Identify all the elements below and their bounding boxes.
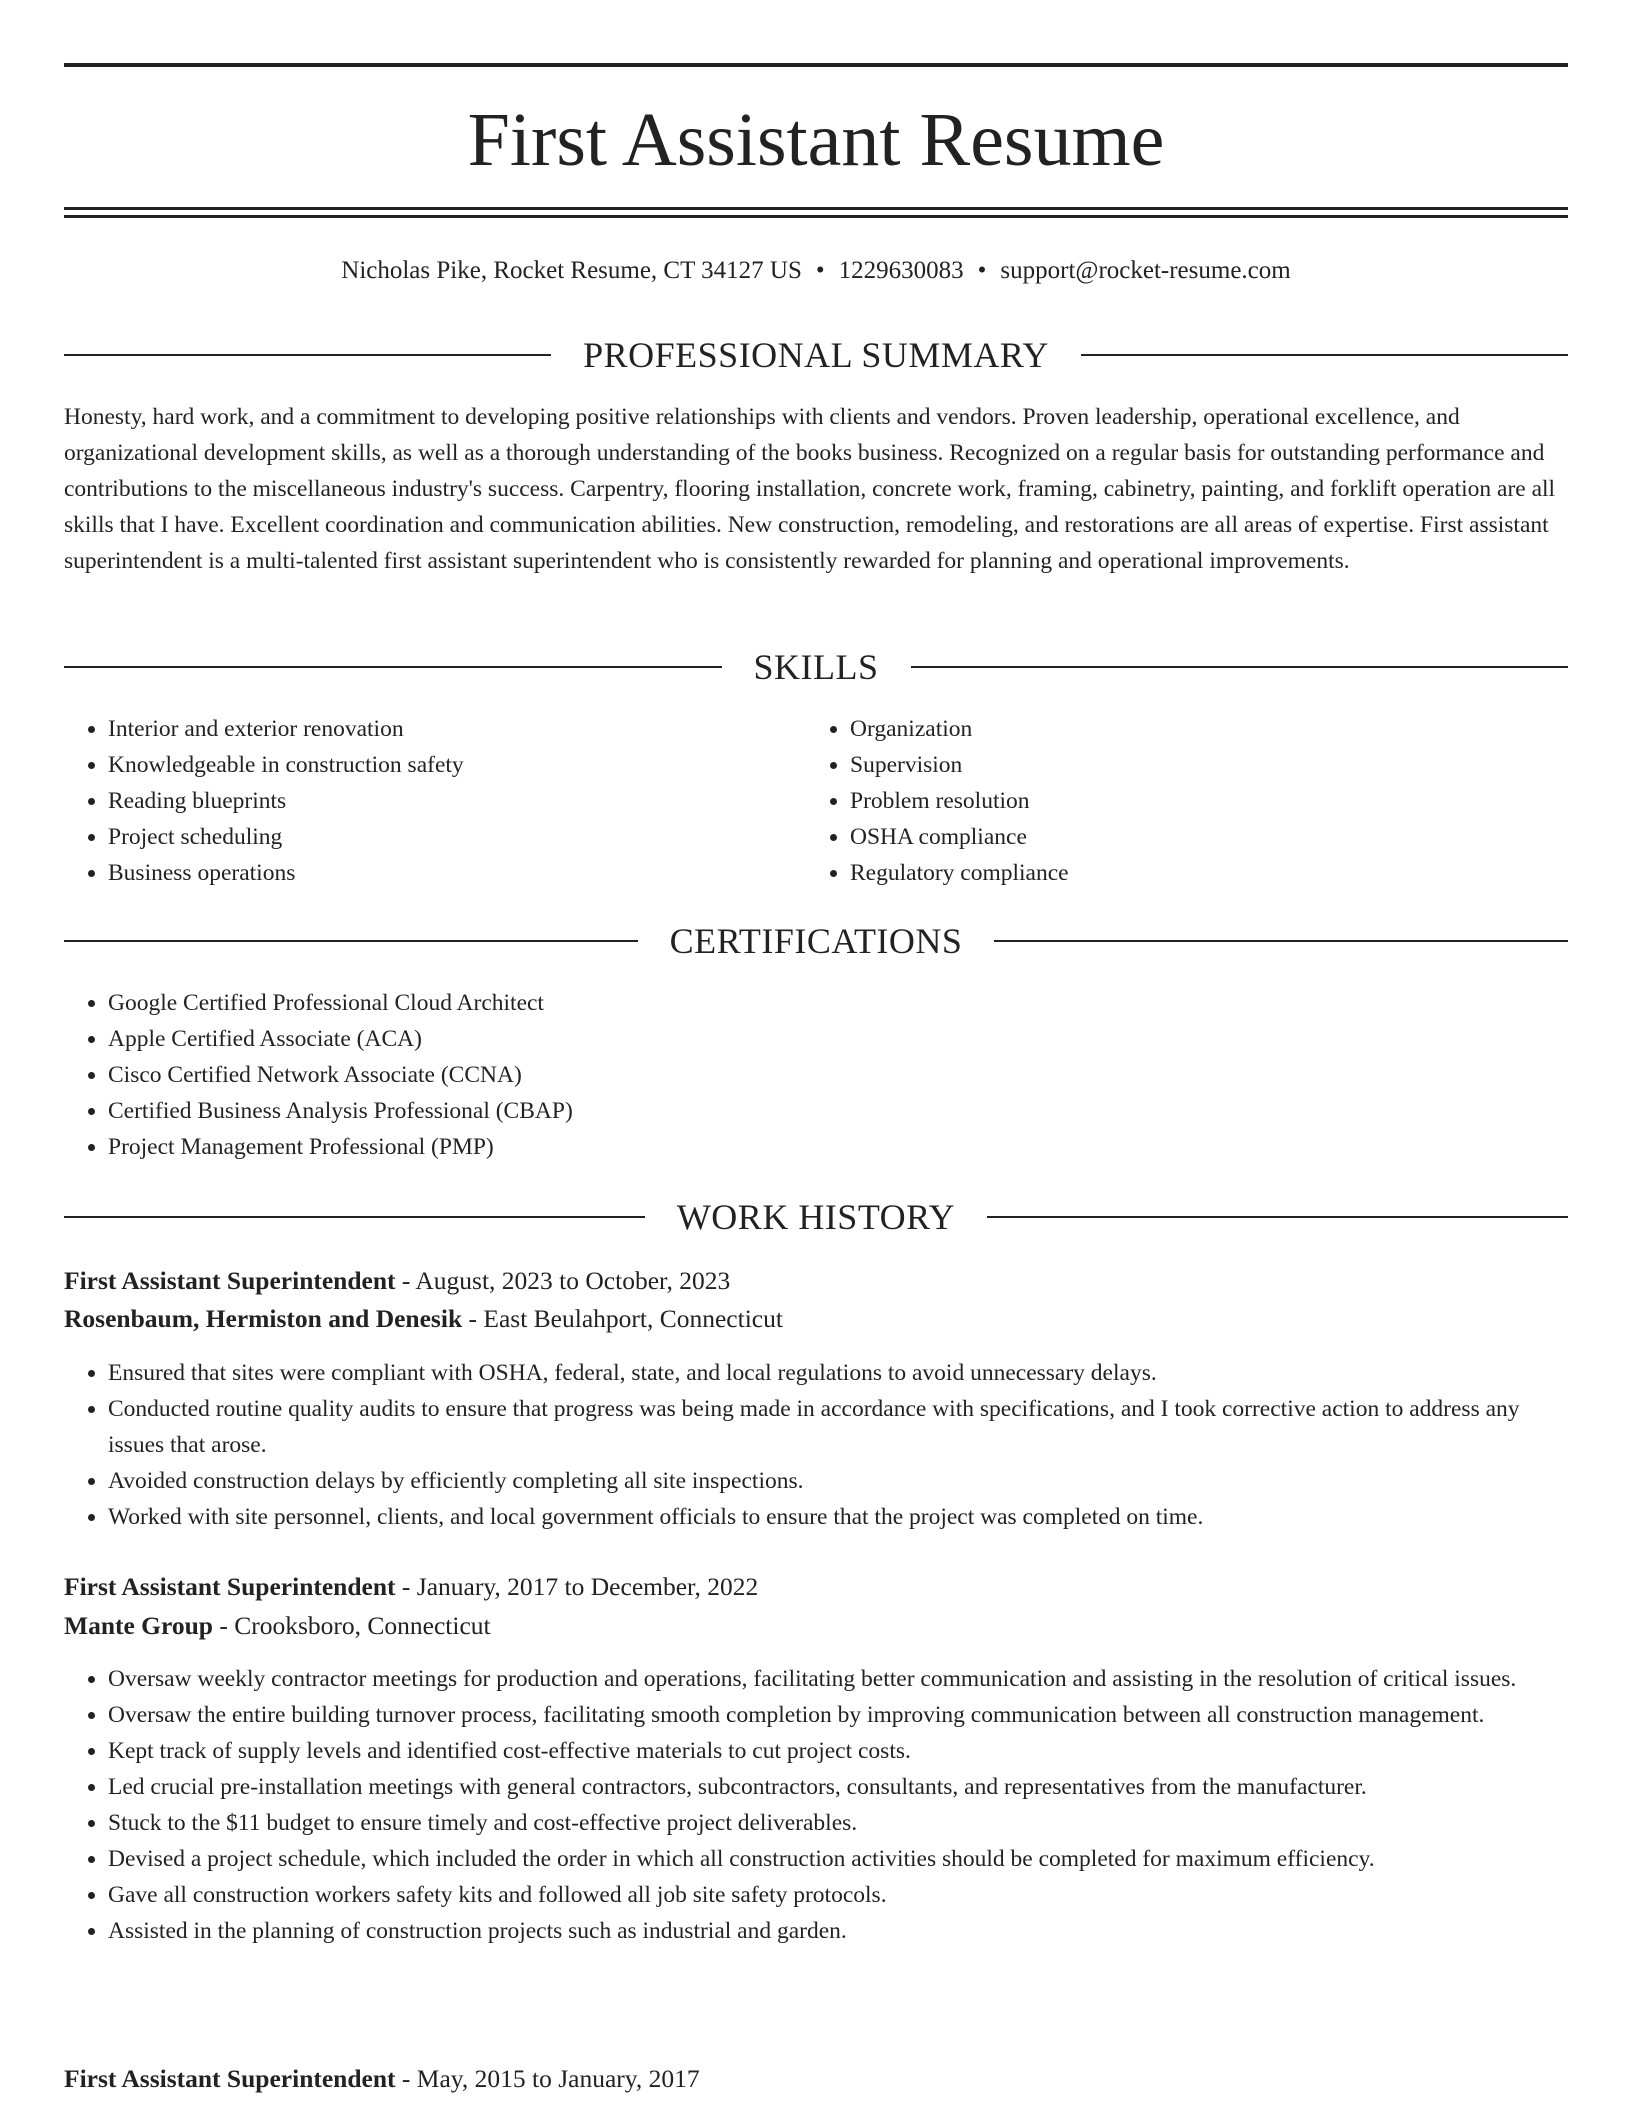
summary-heading xyxy=(64,335,1568,375)
certification-item: • Project Management Professional (PMP) xyxy=(108,1129,1508,1165)
skill-item: • Problem resolution xyxy=(850,783,1550,819)
certification-item: • Certified Business Analysis Professional (CBAP) xyxy=(108,1093,1508,1129)
job-bullet: • Conducted routine quality audits to ensure that progress was being made in accordance with specifications, and I took corrective action to address any issues that arose. xyxy=(108,1391,1568,1463)
job-company: Rosenbaum, Hermiston and Denesik xyxy=(64,1304,463,1333)
contact-address: Nicholas Pike, Rocket Resume, CT 34127 US xyxy=(341,257,802,284)
work-history-heading-text: WORK HISTORY xyxy=(676,1197,956,1237)
skill-item: • Supervision xyxy=(850,747,1550,783)
job-bullet: • Ensured that sites were compliant with OSHA, federal, state, and local regulations to avoid unnecessary delays. xyxy=(108,1355,1568,1391)
heading-rule-right xyxy=(911,666,1569,668)
job-dates: - January, 2017 to December, 2022 xyxy=(395,1572,759,1601)
contact-separator: • xyxy=(815,257,825,284)
contact-email[interactable]: support@rocket-resume.com xyxy=(1000,257,1291,284)
skill-item: • OSHA compliance xyxy=(850,819,1550,855)
certification-item: • Google Certified Professional Cloud Architect xyxy=(108,985,1508,1021)
job-location: - East Beulahport, Connecticut xyxy=(462,1304,783,1333)
job-bullets xyxy=(64,1355,1568,1535)
job-dates: - May, 2015 to January, 2017 xyxy=(395,2064,700,2093)
job-company-line xyxy=(64,1300,1568,1338)
job-bullets xyxy=(64,1661,1568,1949)
job-bullet: • Worked with site personnel, clients, and local government officials to ensure that the project was completed on time. xyxy=(108,1499,1568,1535)
resume-title: First Assistant Resume xyxy=(467,98,1165,182)
skills-heading xyxy=(64,647,1568,687)
contact-line xyxy=(64,254,1568,288)
skill-item: • Business operations xyxy=(108,855,808,891)
certification-item: • Apple Certified Associate (ACA) xyxy=(108,1021,1508,1057)
work-history-heading xyxy=(64,1197,1568,1237)
title-rule-upper xyxy=(64,207,1568,210)
job-bullet: • Gave all construction workers safety kits and followed all job site safety protocols. xyxy=(108,1877,1568,1913)
skills-list-left xyxy=(64,711,808,891)
job-title-line xyxy=(64,1262,1568,1300)
job-bullet: • Kept track of supply levels and identified cost-effective materials to cut project costs. xyxy=(108,1733,1568,1769)
job-bullet: • Oversaw the entire building turnover process, facilitating smooth completion by improving communication between all construction management. xyxy=(108,1697,1568,1733)
certifications-list xyxy=(64,985,1508,1165)
skill-item: • Interior and exterior renovation xyxy=(108,711,808,747)
skills-list-right xyxy=(806,711,1550,891)
certifications-heading xyxy=(64,921,1568,961)
certification-item: • Cisco Certified Network Associate (CCNA) xyxy=(108,1057,1508,1093)
job-title-line xyxy=(64,1568,1568,1606)
job-dates: - August, 2023 to October, 2023 xyxy=(395,1266,731,1295)
certifications-heading-text: CERTIFICATIONS xyxy=(669,921,963,961)
summary-heading-text: PROFESSIONAL SUMMARY xyxy=(583,335,1049,375)
summary-text: Honesty, hard work, and a commitment to developing positive relationships with clients and vendors. Proven leadership, operational excellence, and organizational development skills, as well as a thorough understanding of the books business. Recognized on a regular basis for outstanding performance and contributions to the miscellaneous industry's success. Carpentry, flooring installation, concrete work, framing, cabinetry, painting, and forklift operation are all skills that I have. Excellent coordination and communication abilities. New construction, remodeling, and restorations are all areas of expertise. First assistant superintendent is a multi-talented first assistant superintendent who is consistently rewarded for planning and operational improvements. xyxy=(64,404,1556,574)
heading-rule-right xyxy=(1081,354,1568,356)
heading-rule-left xyxy=(64,940,638,942)
skill-item: • Knowledgeable in construction safety xyxy=(108,747,808,783)
top-rule xyxy=(64,63,1568,67)
job-bullet: • Oversaw weekly contractor meetings for production and operations, facilitating better communication and assisting in the resolution of critical issues. xyxy=(108,1661,1568,1697)
skill-item: • Regulatory compliance xyxy=(850,855,1550,891)
heading-rule-left xyxy=(64,1216,645,1218)
heading-rule-right xyxy=(987,1216,1568,1218)
job-title-line xyxy=(64,2060,1568,2098)
skill-item: • Reading blueprints xyxy=(108,783,808,819)
job-bullet: • Led crucial pre-installation meetings with general contractors, subcontractors, consultants, and representatives from the manufacturer. xyxy=(108,1769,1568,1805)
heading-rule-left xyxy=(64,666,722,668)
heading-rule-left xyxy=(64,354,551,356)
skill-item: • Project scheduling xyxy=(108,819,808,855)
job-company-line xyxy=(64,1607,1568,1645)
job-bullet: • Assisted in the planning of construction projects such as industrial and garden. xyxy=(108,1913,1568,1949)
job-location: - Crooksboro, Connecticut xyxy=(213,1611,491,1640)
job-bullet: • Devised a project schedule, which included the order in which all construction activities should be completed for maximum efficiency. xyxy=(108,1841,1568,1877)
heading-rule-right xyxy=(994,940,1568,942)
title-rule-lower xyxy=(64,215,1568,218)
contact-phone: 1229630083 xyxy=(838,257,964,284)
job-bullet: • Avoided construction delays by efficiently completing all site inspections. xyxy=(108,1463,1568,1499)
contact-separator: • xyxy=(977,257,987,284)
job-title: First Assistant Superintendent xyxy=(64,1572,396,1601)
job-title: First Assistant Superintendent xyxy=(64,2064,396,2093)
job-bullet: • Stuck to the $11 budget to ensure timely and cost-effective project deliverables. xyxy=(108,1805,1568,1841)
skill-item: • Organization xyxy=(850,711,1550,747)
job-title: First Assistant Superintendent xyxy=(64,1266,396,1295)
job-company: Mante Group xyxy=(64,1611,213,1640)
skills-heading-text: SKILLS xyxy=(753,647,879,687)
